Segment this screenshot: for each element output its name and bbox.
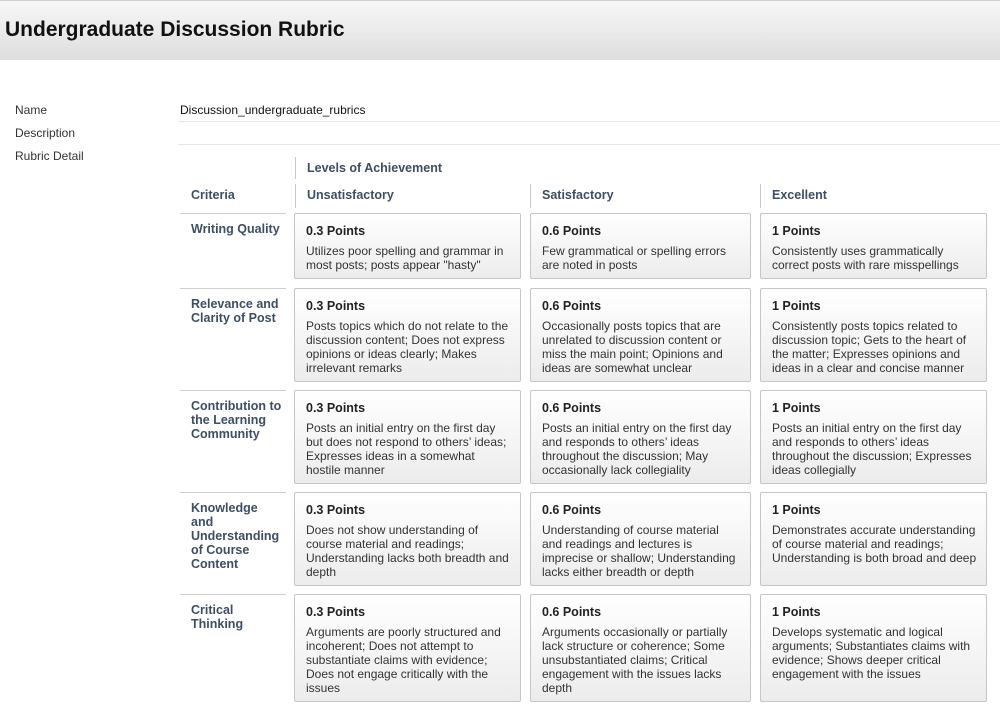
level-header-satisfactory: [530, 184, 753, 208]
level-header-unsatisfactory: [295, 184, 522, 208]
criterion-label: Critical Thinking: [191, 603, 244, 631]
criterion-contribution: [180, 390, 286, 485]
rubric-cell: [760, 390, 987, 484]
criterion-knowledge: [180, 492, 286, 587]
rubric-cell: [294, 594, 521, 702]
cell-description: Arguments occasionally or partially lack structure or coherence; Some unsubstantiated claims; Critical engagement with the issues lacks depth: [542, 625, 728, 695]
criteria-column-header: [180, 184, 286, 208]
page-title: Undergraduate Discussion Rubric: [5, 18, 345, 41]
cell-description: Posts an initial entry on the first day and responds to others’ ideas throughout the discussion; Expresses ideas collegially: [772, 421, 972, 477]
criterion-critical-thinking: [180, 594, 286, 703]
criterion-label: Contribution to the Learning Community: [191, 399, 282, 441]
rubric-cell: [530, 288, 751, 382]
cell-description: Posts an initial entry on the first day but does not respond to others’ ideas; Expresses ideas in a somewhat hostile manner: [306, 421, 507, 477]
cell-description: Arguments are poorly structured and incoherent; Does not attempt to substantiate claims with evidence; Does not engage critically with the issues: [306, 625, 501, 695]
rubric-cell: [294, 492, 521, 586]
points-label: 0.6 Points: [542, 224, 602, 238]
points-label: 0.6 Points: [542, 503, 602, 517]
criterion-label: Knowledge and Understanding of Course Content: [191, 501, 280, 571]
points-label: 0.3 Points: [306, 503, 366, 517]
name-value: Discussion_undergraduate_rubrics: [180, 103, 366, 117]
rubric-cell: [760, 492, 987, 586]
rubric-cell: [760, 594, 987, 702]
level-label: Unsatisfactory: [307, 188, 394, 202]
cell-description: Develops systematic and logical arguments; Substantiates claims with evidence; Shows deeper critical engagement with the issues: [772, 625, 971, 681]
description-label: Description: [15, 126, 76, 140]
name-label: Name: [15, 103, 48, 117]
points-label: 1 Points: [772, 503, 821, 517]
level-label: Satisfactory: [542, 188, 614, 202]
points-label: 1 Points: [772, 299, 821, 313]
criterion-relevance-clarity: [180, 288, 286, 383]
criterion-writing-quality: [180, 213, 286, 280]
name-row: [0, 99, 1000, 122]
points-label: 0.3 Points: [306, 401, 366, 415]
cell-description: Utilizes poor spelling and grammar in most posts; posts appear "hasty": [306, 244, 504, 272]
cell-description: Does not show understanding of course material and readings; Understanding lacks both breadth and depth: [306, 523, 509, 579]
points-label: 0.3 Points: [306, 224, 366, 238]
rubric-cell: [294, 288, 521, 382]
level-label: Excellent: [772, 188, 827, 202]
levels-of-achievement-header: [295, 157, 443, 179]
points-label: 0.3 Points: [306, 299, 366, 313]
rubric-cell: [530, 492, 751, 586]
rubric-cell: [530, 390, 751, 484]
points-label: 0.3 Points: [306, 605, 366, 619]
page-header: [0, 0, 1000, 60]
criterion-label: Relevance and Clarity of Post: [191, 297, 279, 325]
cell-description: Consistently uses grammatically correct posts with rare misspellings: [772, 244, 959, 272]
points-label: 0.6 Points: [542, 605, 602, 619]
cell-description: Few grammatical or spelling errors are noted in posts: [542, 244, 727, 272]
points-label: 0.6 Points: [542, 401, 602, 415]
rubric-cell: [294, 213, 521, 279]
criterion-label: Writing Quality: [191, 222, 280, 236]
rubric-cell: [530, 213, 751, 279]
cell-description: Understanding of course material and readings and lectures is imprecise or shallow; Understanding lacks either breadth or depth: [542, 523, 736, 579]
cell-description: Occasionally posts topics that are unrelated to discussion content or miss the main point; Opinions and ideas are somewhat unclear: [542, 319, 723, 375]
cell-description: Posts topics which do not relate to the discussion content; Does not express opinions or ideas clearly; Makes irrelevant remarks: [306, 319, 509, 375]
description-row: [0, 122, 1000, 145]
rubric-cell: [530, 594, 751, 702]
rubric-detail-row: [0, 145, 1000, 168]
points-label: 0.6 Points: [542, 299, 602, 313]
points-label: 1 Points: [772, 224, 821, 238]
cell-description: Demonstrates accurate understanding of course material and readings; Understanding is both broad and deep: [772, 523, 977, 565]
rubric-cell: [760, 213, 987, 279]
rubric-cell: [760, 288, 987, 382]
points-label: 1 Points: [772, 605, 821, 619]
cell-description: Posts an initial entry on the first day and responds to others’ ideas throughout the discussion; May occasionally lack collegiality: [542, 421, 732, 477]
level-header-excellent: [760, 184, 987, 208]
rubric-cell: [294, 390, 521, 484]
levels-title: Levels of Achievement: [307, 161, 443, 175]
points-label: 1 Points: [772, 401, 821, 415]
criteria-header-label: Criteria: [191, 188, 235, 202]
cell-description: Consistently posts topics related to discussion topic; Gets to the heart of the matter; Expresses opinions and ideas in a clear and concise manner: [772, 319, 967, 375]
rubric-detail-label: Rubric Detail: [15, 149, 84, 163]
